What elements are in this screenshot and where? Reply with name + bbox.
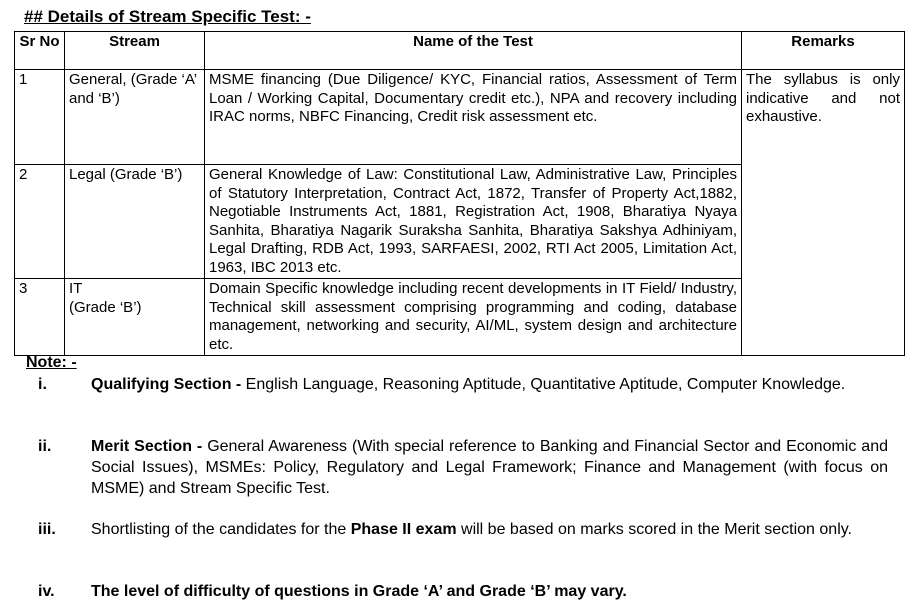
header-remarks: Remarks: [742, 32, 905, 70]
note-text: [91, 519, 888, 540]
note-body: will be based on marks scored in the Merit section only.: [456, 521, 852, 538]
note-bold: Phase II exam: [350, 521, 457, 538]
note-text: [91, 436, 888, 499]
header-stream: Stream: [65, 32, 205, 70]
row-stream-line: (Grade ‘B’): [69, 298, 142, 316]
row-sr: 2: [15, 165, 65, 279]
note-body: Shortlisting of the candidates for the: [91, 521, 351, 538]
row-test-name: Domain Specific knowledge including recent developments in IT Field/ Industry, Technical skill assessment comprising programming and coding, database management, networking and security, AI/ML, system design and architecture etc.: [205, 279, 742, 356]
note-text: [91, 374, 888, 395]
header-test-name: Name of the Test: [205, 32, 742, 70]
note-bold: Merit Section -: [91, 438, 203, 455]
note-bold: Qualifying Section -: [91, 376, 242, 393]
note-text: The level of difficulty of questions in Grade ‘A’ and Grade ‘B’ may vary.: [91, 583, 627, 600]
row-stream: [65, 279, 205, 356]
header-sr-no: Sr No: [15, 32, 65, 70]
note-body: General Awareness (With special reference to Banking and Financial Sector and Economic and Social Issues), MSMEs: Policy, Regulatory and Legal Framework; Finance and Management (with focus on MSME) and Stream Specific Test.: [91, 438, 889, 497]
section-heading: ## Details of Stream Specific Test: -: [24, 7, 311, 26]
note-number: iii.: [38, 521, 56, 538]
table-header-row: [15, 32, 905, 70]
note-number: ii.: [38, 438, 52, 455]
note-label: Note: -: [26, 354, 77, 371]
remarks-cell: The syllabus is only indicative and not exhaustive.: [742, 70, 905, 356]
row-stream-line: IT: [69, 280, 83, 297]
row-sr: 3: [15, 279, 65, 356]
row-sr: 1: [15, 70, 65, 165]
note-number: i.: [38, 376, 47, 393]
row-test-name: General Knowledge of Law: Constitutional Law, Administrative Law, Principles of Statutory Interpretation, Contract Act, 1872, Transfer of Property Act,1882, Negotiable Instruments Act, 1881, Registration Act, 1908, Bharatiya Nyaya Sanhita, Bharatiya Nagarik Suraksha Sanhita, Bharatiya Sakshya Adhiniyam, Legal Drafting, RDB Act, 1993, SARFAESI, 2002, RTI Act 2005, Limitation Act, 1963, IBC 2013 etc.: [205, 165, 742, 279]
note-body: English Language, Reasoning Aptitude, Quantitative Aptitude, Computer Knowledge.: [241, 376, 846, 393]
note-number: iv.: [38, 583, 55, 600]
table-row: [15, 70, 905, 165]
row-stream: Legal (Grade ‘B’): [65, 165, 205, 279]
stream-test-table: [14, 31, 905, 356]
row-stream: General, (Grade ‘A’ and ‘B’): [65, 70, 205, 165]
row-test-name: MSME financing (Due Diligence/ KYC, Financial ratios, Assessment of Term Loan / Working Capital, Documentary credit etc.), NPA and recovery including IRAC norms, NBFC Financing, Credit risk assessment etc.: [205, 70, 742, 165]
